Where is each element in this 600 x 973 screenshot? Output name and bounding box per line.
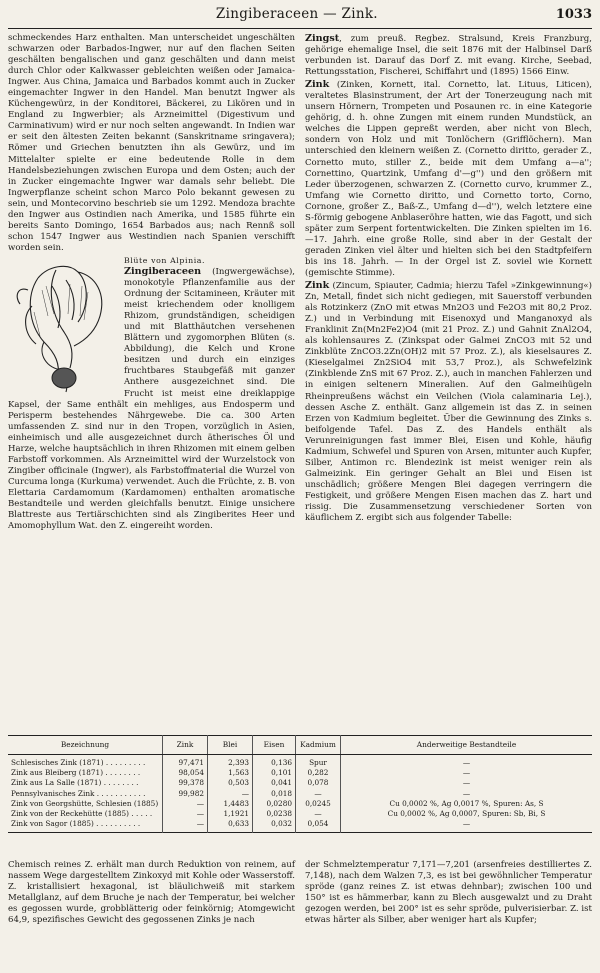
zingst-text: , zum preuß. Regbez. Stralsund, Kreis Franzburg, gehörige ehemalige Insel, die seit 1876 mit der Halbinsel Darß verbunden ist. Darauf das Dorf Z. mit evang. Kirche, Seebad, Rettungsstation, Fischerei, Schiffahrt und (1895) 1566 Einw. bbox=[305, 34, 592, 78]
table-cell: Schlesisches Zink (1871) . . . . . . . . . bbox=[11, 758, 146, 767]
zink-instrument-entry bbox=[305, 79, 592, 279]
table-cell: Cu 0,0002 %, Ag 0,0007, Spuren: Sb, Bi, S bbox=[341, 809, 593, 819]
bottom-right-column bbox=[305, 860, 592, 927]
table-cell: 0,282 bbox=[296, 768, 341, 778]
column-header: Blei bbox=[208, 736, 253, 755]
table-cell: — bbox=[341, 755, 593, 769]
table-cell: 0,078 bbox=[296, 778, 341, 788]
page-number: 1033 bbox=[555, 7, 592, 22]
table-cell: 0,0238 bbox=[253, 809, 296, 819]
right-column bbox=[305, 33, 592, 532]
figure-alpinia bbox=[8, 256, 118, 394]
table-cell: 0,041 bbox=[253, 778, 296, 788]
table-cell: — bbox=[208, 789, 253, 799]
table-body bbox=[8, 755, 592, 833]
bottom-two-column bbox=[8, 860, 592, 927]
schmelztemperatur-paragraph: der Schmelztemperatur 7,171—7,201 (arsenfreies destilliertes Z. 7,148), nach dem Walzen 7,3, es ist bei gewöhnlicher Temperatur spröde (ganz reines Z. ist etwas dehnbar); zwischen 100 und 150° ist es hämmerbar, kann zu Blech ausgewalzt und zu Draht gezogen werden, bei 200° ist es sehr spröde, pulverisierbar. Z. ist etwas härter als Silber, aber weniger hart als Kupfer; bbox=[305, 860, 592, 926]
table-cell: 0,101 bbox=[253, 768, 296, 778]
table-cell: Zink von Georgshütte, Schlesien (1885) bbox=[11, 798, 159, 808]
ingwer-paragraph: schmeckendes Harz enthalten. Man unterscheidet ungeschälten schwarzen oder Barbados-Ingwer, nur auf den flachen Seiten geschälten bengalischen und ganz geschälten und dann meist durch Chlor oder Kalkwasser gebleichten weißen oder Jamaica-Ingwer. Aus China, Jamaica und Barbados kommt auch in Zucker eingemachter Ingwer in den Handel. Man benutzt Ingwer als Küchengewürz, in der Konditorei, Bäckerei, zu Likören und in England zu Ingwerbier; als Arzneimittel (Digestivum und Carminativum) wird er nur noch selten angewandt. In Indien war er seit den ältesten Zeiten bekannt (Sanskritname sringavera); Römer und Griechen benutzten ihn als Gewürz, und im Mittelalter spielte er eine bedeutende Rolle in dem Handelsbeziehungen zwischen Europa und dem Osten; auch der in Zucker eingemachte Ingwer war damals sehr beliebt. Die Ingwerpflanze scheint schon Marco Polo bekannt gewesen zu sein, und Montecorvino beschrieb sie um 1292. Mendoza brachte den Ingwer aus Ostindien nach Amerika, und 1585 führte ein bereits Santo Domingo, 1654 Barbados aus; nach Rennß soll schon 1547 Ingwer aus Westindien nach Spanien verschifft worden sein. bbox=[8, 33, 295, 253]
bottom-left-column bbox=[8, 860, 295, 927]
column-header: Anderweitige Bestandteile bbox=[341, 736, 593, 755]
table-cell: — bbox=[296, 809, 341, 819]
table-cell: 0,0245 bbox=[296, 799, 341, 809]
zingst-entry bbox=[305, 33, 592, 78]
column-header: Bezeichnung bbox=[8, 736, 163, 755]
table-cell: Zink von der Reckehütte (1885) . . . . . bbox=[11, 809, 153, 819]
alpinia-flower-icon bbox=[8, 256, 118, 394]
two-column-body bbox=[8, 33, 592, 532]
table-row bbox=[8, 789, 592, 799]
table-row bbox=[8, 819, 592, 833]
table-cell: — bbox=[163, 799, 208, 809]
table-cell: — bbox=[341, 819, 593, 833]
headword-zink-metal: Zink bbox=[305, 280, 330, 292]
table-cell: — bbox=[163, 819, 208, 833]
table-cell: Pennsylvanisches Zink . . . . . . . . . . . bbox=[11, 788, 146, 798]
table-cell: 2,393 bbox=[208, 755, 253, 769]
table-cell: 0,633 bbox=[208, 819, 253, 833]
running-title: Zingiberaceen — Zink. bbox=[215, 6, 378, 22]
table-cell: 1,563 bbox=[208, 768, 253, 778]
table-cell: 1,1921 bbox=[208, 809, 253, 819]
zinc-composition-table bbox=[8, 735, 592, 833]
zink-metal-entry bbox=[305, 280, 592, 524]
table-cell: 0,136 bbox=[253, 755, 296, 769]
table-cell: 0,054 bbox=[296, 819, 341, 833]
headword-zingiberaceen: Zingiberaceen bbox=[124, 265, 202, 277]
table-header-row bbox=[8, 736, 592, 755]
table-cell: 0,032 bbox=[253, 819, 296, 833]
chemisch-reines-paragraph: Chemisch reines Z. erhält man durch Reduktion von reinem, auf nassem Wege dargestelltem Zinkoxyd mit Kohle oder Wasserstoff. Z. kristallisiert hexagonal, ist bläulichweiß mit starkem Metallglanz, auf dem Bruche je nach der Temperatur, bei welcher es gegossen wurde, grobblätterig oder feinkörnig; Atomgewicht 64,9, spezifisches Gewicht des gegossenen Zinks je nach bbox=[8, 860, 295, 926]
table-cell: — bbox=[296, 789, 341, 799]
table-cell: Zink aus La Salle (1871) . . . . . . . . bbox=[11, 778, 139, 788]
table-cell: Zink von Sagor (1885) . . . . . . . . . . bbox=[11, 819, 141, 829]
table-cell: 0,018 bbox=[253, 789, 296, 799]
table-cell: Spur bbox=[296, 755, 341, 769]
table-cell: 99,982 bbox=[163, 789, 208, 799]
table-cell: 98,054 bbox=[163, 768, 208, 778]
headword-zink-instrument: Zink bbox=[305, 79, 330, 91]
table-cell: 0,0280 bbox=[253, 799, 296, 809]
column-header: Zink bbox=[163, 736, 208, 755]
table-cell: — bbox=[163, 809, 208, 819]
table-cell: 97,471 bbox=[163, 755, 208, 769]
zink-metal-text: (Zincum, Spiauter, Cadmia; hierzu Tafel »Zinkgewinnung«) Zn, Metall, findet sich nicht gediegen, mit Sauerstoff verbunden als Rotzinkerz (ZnO mit etwas Mn2O3 und Fe2O3 mit 80,2 Proz. Z.) und in Verbindung mit Eisenoxyd und Manganoxyd als Franklinit Zn(Mn2Fe2)O4 (mit 21 Proz. Z.) und Gahnit ZnAl2O4, als kohlensaures Z. (Zinkspat oder Galmei ZnCO3 mit 52 und Zinkblüte ZnCO3.2Zn(OH)2 mit 57 Proz. Z.), als kieselsaures Z. (Kieselgalmei Zn2SiO4 mit 53,7 Proz.), als Schwefelzink (Zinkblende ZnS mit 67 Proz. Z.), auch in manchen Fahlerzen und in einigen seltenern Mineralien. Auf den Galmeihügeln Rheinpreußens wächst ein Veilchen (Viola calaminaria Lej.), dessen Asche Z. enthält. Ganz allgemein ist das Z. in seinen Erzen von Kadmium begleitet. Über die Gewinnung des Zinks s. beifolgende Tafel. Das Z. des Handels enthält als Verunreinigungen fast immer Blei, Eisen und Kohle, häufig Kadmium, Schwefel und Spuren von Arsen, mitunter auch Kupfer, Silber, Antimon rc. Blendezink ist meist weniger rein als Galmeizink. Ein geringer Gehalt an Blei und Eisen ist unschädlich; größere Mengen Blei dagegen verringern die Festigkeit, und größere Mengen Eisen machen das Z. hart und rissig. Die Zusammensetzung verschiedener Sorten von käuflichem Z. ergibt sich aus folgender Tabelle: bbox=[305, 281, 592, 524]
table-cell: 1,4483 bbox=[208, 799, 253, 809]
table-cell: 0,503 bbox=[208, 778, 253, 788]
table-row bbox=[8, 809, 592, 819]
zink-instrument-text: (Zinken, Kornett, ital. Cornetto, lat. Lituus, Liticen), veraltetes Blasinstrument, der Art der Tonerzeugung nach mit unsern Hörnern, Trompeten und Posaunen rc. in eine Kategorie gehörig, d. h. ohne Zungen mit einem runden Mundstück, an welches die Lippen gepreßt werden, aber nicht von Blech, sondern von Holz und mit Tonlöchern (Grifflöchern). Man unterschied den kleinern weißen Z. (Cornetto diritto, gerader Z., Cornetto muto, stiller Z., beide mit dem Umfang a—a''; Cornettino, Quartzink, Umfang d'—g'') und den größern mit Leder überzogenen, schwarzen Z. (Cornetto curvo, krummer Z., Umfang wie Cornetto diritto, und Cornetto torto, Corno, Cornone, großer Z., Baß-Z., Umfang d—d''), welch letztere eine S-förmig gebogene Anblaseröhre hatten, wie das Fagott, und sich später zum Serpent fortentwickelten. Die Zinken spielten im 16.—17. Jahrh. eine große Rolle, sind aber in der Gestalt der geraden Zinken viel älter und hielten sich bei den Stadtpfeifern bis ins 18. Jahrh. — In der Orgel ist Z. soviel wie Kornett (gemischte Stimme). bbox=[305, 80, 592, 278]
zingiberaceen-text: (Ingwergewächse), monokotyle Pflanzenfamilie aus der Ordnung der Scitamineen, Kräuter mit meist kriechendem oder knolligem Rhizom, grundständigen, scheidigen und mit Blatthäutchen versehenen Blättern und zygomorphen Blüten (s. Abbildung), die Kelch und Krone besitzen und durch ein einziges fruchtbares Staubgefäß mit ganzer Anthere ausgezeichnet sind. Die Frucht ist meist eine dreiklappige Kapsel, der Same enthält ein mehliges, aus Endosperm und Perisperm bestehendes Nährgewebe. Die ca. 300 Arten umfassenden Z. sind nur in den Tropen, vorzüglich in Asien, einheimisch und alle ausgezeichnet durch ätherisches Öl und Harze, welche hauptsächlich in ihren Rhizomen mit einem gelben Farbstoff vorkommen. Als Arzneimittel wird der Wurzelstock von Zingiber officinale (Ingwer), als Farbstoffmaterial die Wurzel von Curcuma longa (Kurkuma) verwendet. Auch die Früchte, z. B. von Elettaria Cardamomum (Kardamomen) enthalten aromatische Bestandteile und werden gleichfalls benutzt. Einige unsichere Blattreste aus Tertiärschichten sind als Zingiberites Heer und Amomophyllum Wat. den Z. eingereiht worden. bbox=[8, 266, 295, 532]
page-header bbox=[8, 6, 592, 29]
table-cell: — bbox=[341, 789, 593, 799]
table-cell: Zink aus Bleiberg (1871) . . . . . . . . bbox=[11, 768, 141, 778]
left-column bbox=[8, 33, 295, 532]
table-cell: Cu 0,0002 %, Ag 0,0017 %, Spuren: As, S bbox=[341, 799, 593, 809]
table-row bbox=[8, 755, 592, 769]
table-cell: 99,378 bbox=[163, 778, 208, 788]
table-row bbox=[8, 778, 592, 788]
headword-zingst: Zingst bbox=[305, 33, 340, 44]
column-header: Kadmium bbox=[296, 736, 341, 755]
column-header: Eisen bbox=[253, 736, 296, 755]
table-cell: — bbox=[341, 768, 593, 778]
figure-caption: Blüte von Alpinia. bbox=[124, 255, 206, 265]
table-row bbox=[8, 799, 592, 809]
table-row bbox=[8, 768, 592, 778]
table-cell: — bbox=[341, 778, 593, 788]
